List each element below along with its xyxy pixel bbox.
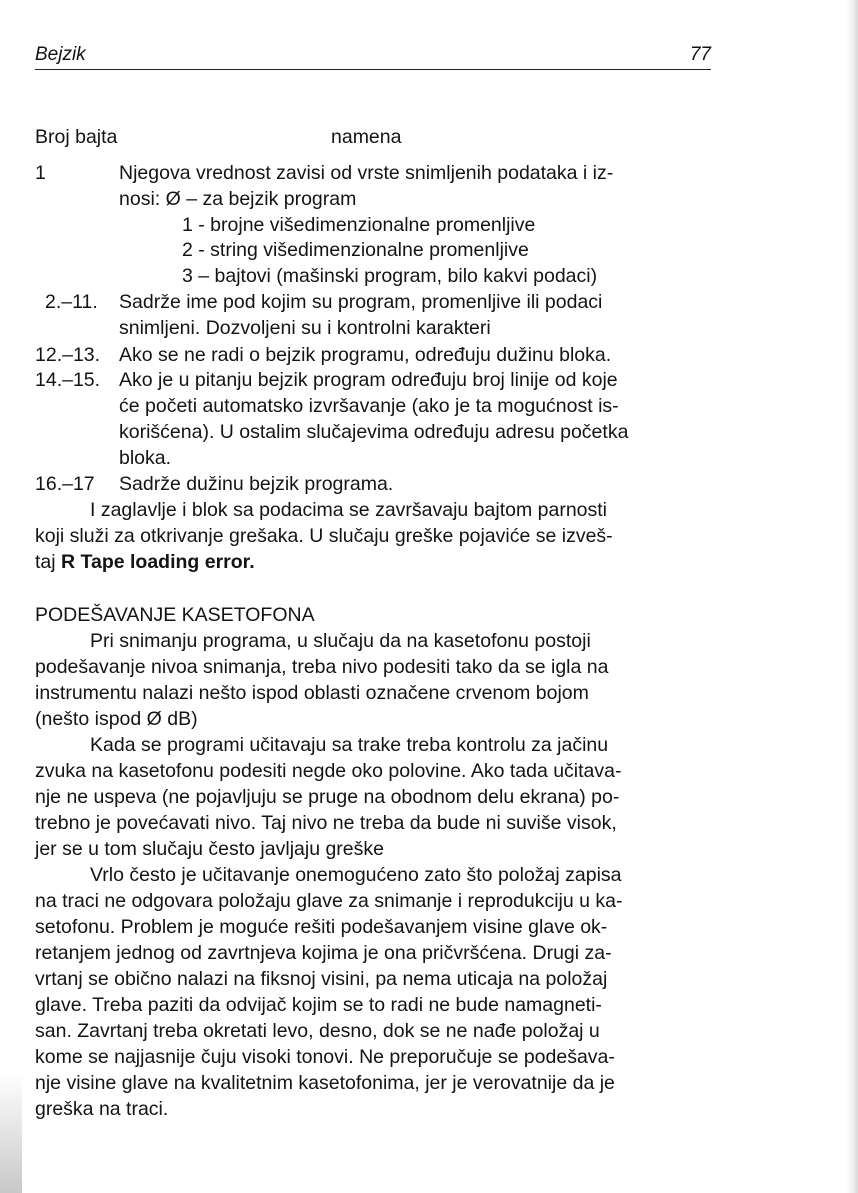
row-number: 16.–17 — [35, 473, 95, 495]
body-line: kome se najjasnije čuju visoki tonovi. Ne preporučuje se podešava- — [35, 1046, 615, 1068]
body-line: vrtanj se obično nalazi na fiksnoj visini, pa nema uticaja na položaj — [35, 968, 608, 990]
row-text: Sadrže ime pod kojim su program, promenljive ili podaci — [119, 291, 603, 313]
paragraph-line: I zaglavlje i blok sa podacima se završavaju bajtom parnosti — [90, 499, 608, 521]
row-text: 3 – bajtovi (mašinski program, bilo kakvi podaci) — [182, 265, 598, 287]
body-line: na traci ne odgovara položaju glave za snimanje i reprodukciju u ka- — [35, 890, 623, 912]
body-line: (nešto ispod Ø dB) — [35, 708, 198, 730]
row-text: bloka. — [119, 447, 172, 469]
body-line: greška na traci. — [35, 1098, 169, 1120]
row-text: nosi: Ø – za bejzik program — [119, 188, 357, 210]
column-header-purpose: namena — [331, 126, 402, 148]
paragraph-line — [35, 549, 255, 575]
row-text: će početi automatsko izvršavanje (ako je ta mogućnost is- — [119, 395, 619, 417]
row-text: Njegova vrednost zavisi od vrste snimljenih podataka i iz- — [119, 162, 614, 184]
scan-corner-shadow — [0, 1073, 22, 1193]
page-header — [35, 43, 711, 70]
body-line: zvuka na kasetofonu podesiti negde oko polovine. Ako tada učitava- — [35, 760, 622, 782]
body-line: glave. Treba paziti da odvijač kojim se to radi ne bude namagneti- — [35, 994, 602, 1016]
body-line: Pri snimanju programa, u slučaju da na kasetofonu postoji — [90, 630, 591, 652]
body-line: instrumentu nalazi nešto ispod oblasti označene crvenom bojom — [35, 682, 589, 704]
row-text: korišćena). U ostalim slučajevima određuju adresu početka — [119, 421, 629, 443]
row-text: Sadrže dužinu bejzik programa. — [119, 473, 394, 495]
paragraph-text: taj — [35, 551, 62, 573]
row-text: Ako je u pitanju bejzik program određuju broj linije od koje — [119, 369, 618, 391]
running-title: Bejzik — [35, 44, 86, 65]
row-number: 12.–13. — [35, 344, 101, 366]
body-line: nje visine glave na kvalitetnim kasetofonima, jer je verovatnije da je — [35, 1072, 615, 1094]
body-line: podešavanje nivoa snimanja, treba nivo podesiti tako da se igla na — [35, 656, 609, 678]
paragraph-line: koji služi za otkrivanje grešaka. U slučaju greške pojaviće se izveš- — [35, 525, 613, 547]
row-text: snimljeni. Dozvoljeni su i kontrolni karakteri — [119, 317, 491, 339]
body-line: Kada se programi učitavaju sa trake treba kontrolu za jačinu — [90, 734, 609, 756]
column-header-byte-number: Broj bajta — [35, 126, 118, 148]
body-line: nje ne uspeva (ne pojavljuju se pruge na obodnom delu ekrana) po- — [35, 786, 620, 808]
body-line: trebno je povećavati nivo. Taj nivo ne treba da bude ni suviše visok, — [35, 812, 617, 834]
row-text: 1 - brojne višedimenzionalne promenljive — [182, 214, 536, 236]
scan-edge-shadow — [846, 0, 858, 1193]
body-line: Vrlo često je učitavanje onemogućeno zato što položaj zapisa — [90, 864, 622, 886]
row-number: 14.–15. — [35, 369, 101, 391]
row-number: 2.–11. — [45, 291, 98, 313]
error-message: R Tape loading error. — [61, 551, 255, 573]
body-line: jer se u tom slučaju često javljaju greške — [35, 838, 384, 860]
body-line: san. Zavrtanj treba okretati levo, desno, dok se ne nađe položaj u — [35, 1020, 600, 1042]
row-number: 1 — [35, 162, 46, 184]
body-line: retanjem jednog od zavrtnjeva kojima je ona pričvršćena. Drugi za- — [35, 942, 612, 964]
row-text: Ako se ne radi o bejzik programu, određuju dužinu bloka. — [119, 344, 612, 366]
body-line: setofonu. Problem je moguće rešiti podešavanjem visine glave ok- — [35, 916, 608, 938]
row-text: 2 - string višedimenzionalne promenljive — [182, 239, 529, 261]
section-title: PODEŠAVANJE KASETOFONA — [35, 604, 315, 626]
page-number: 77 — [689, 44, 711, 65]
